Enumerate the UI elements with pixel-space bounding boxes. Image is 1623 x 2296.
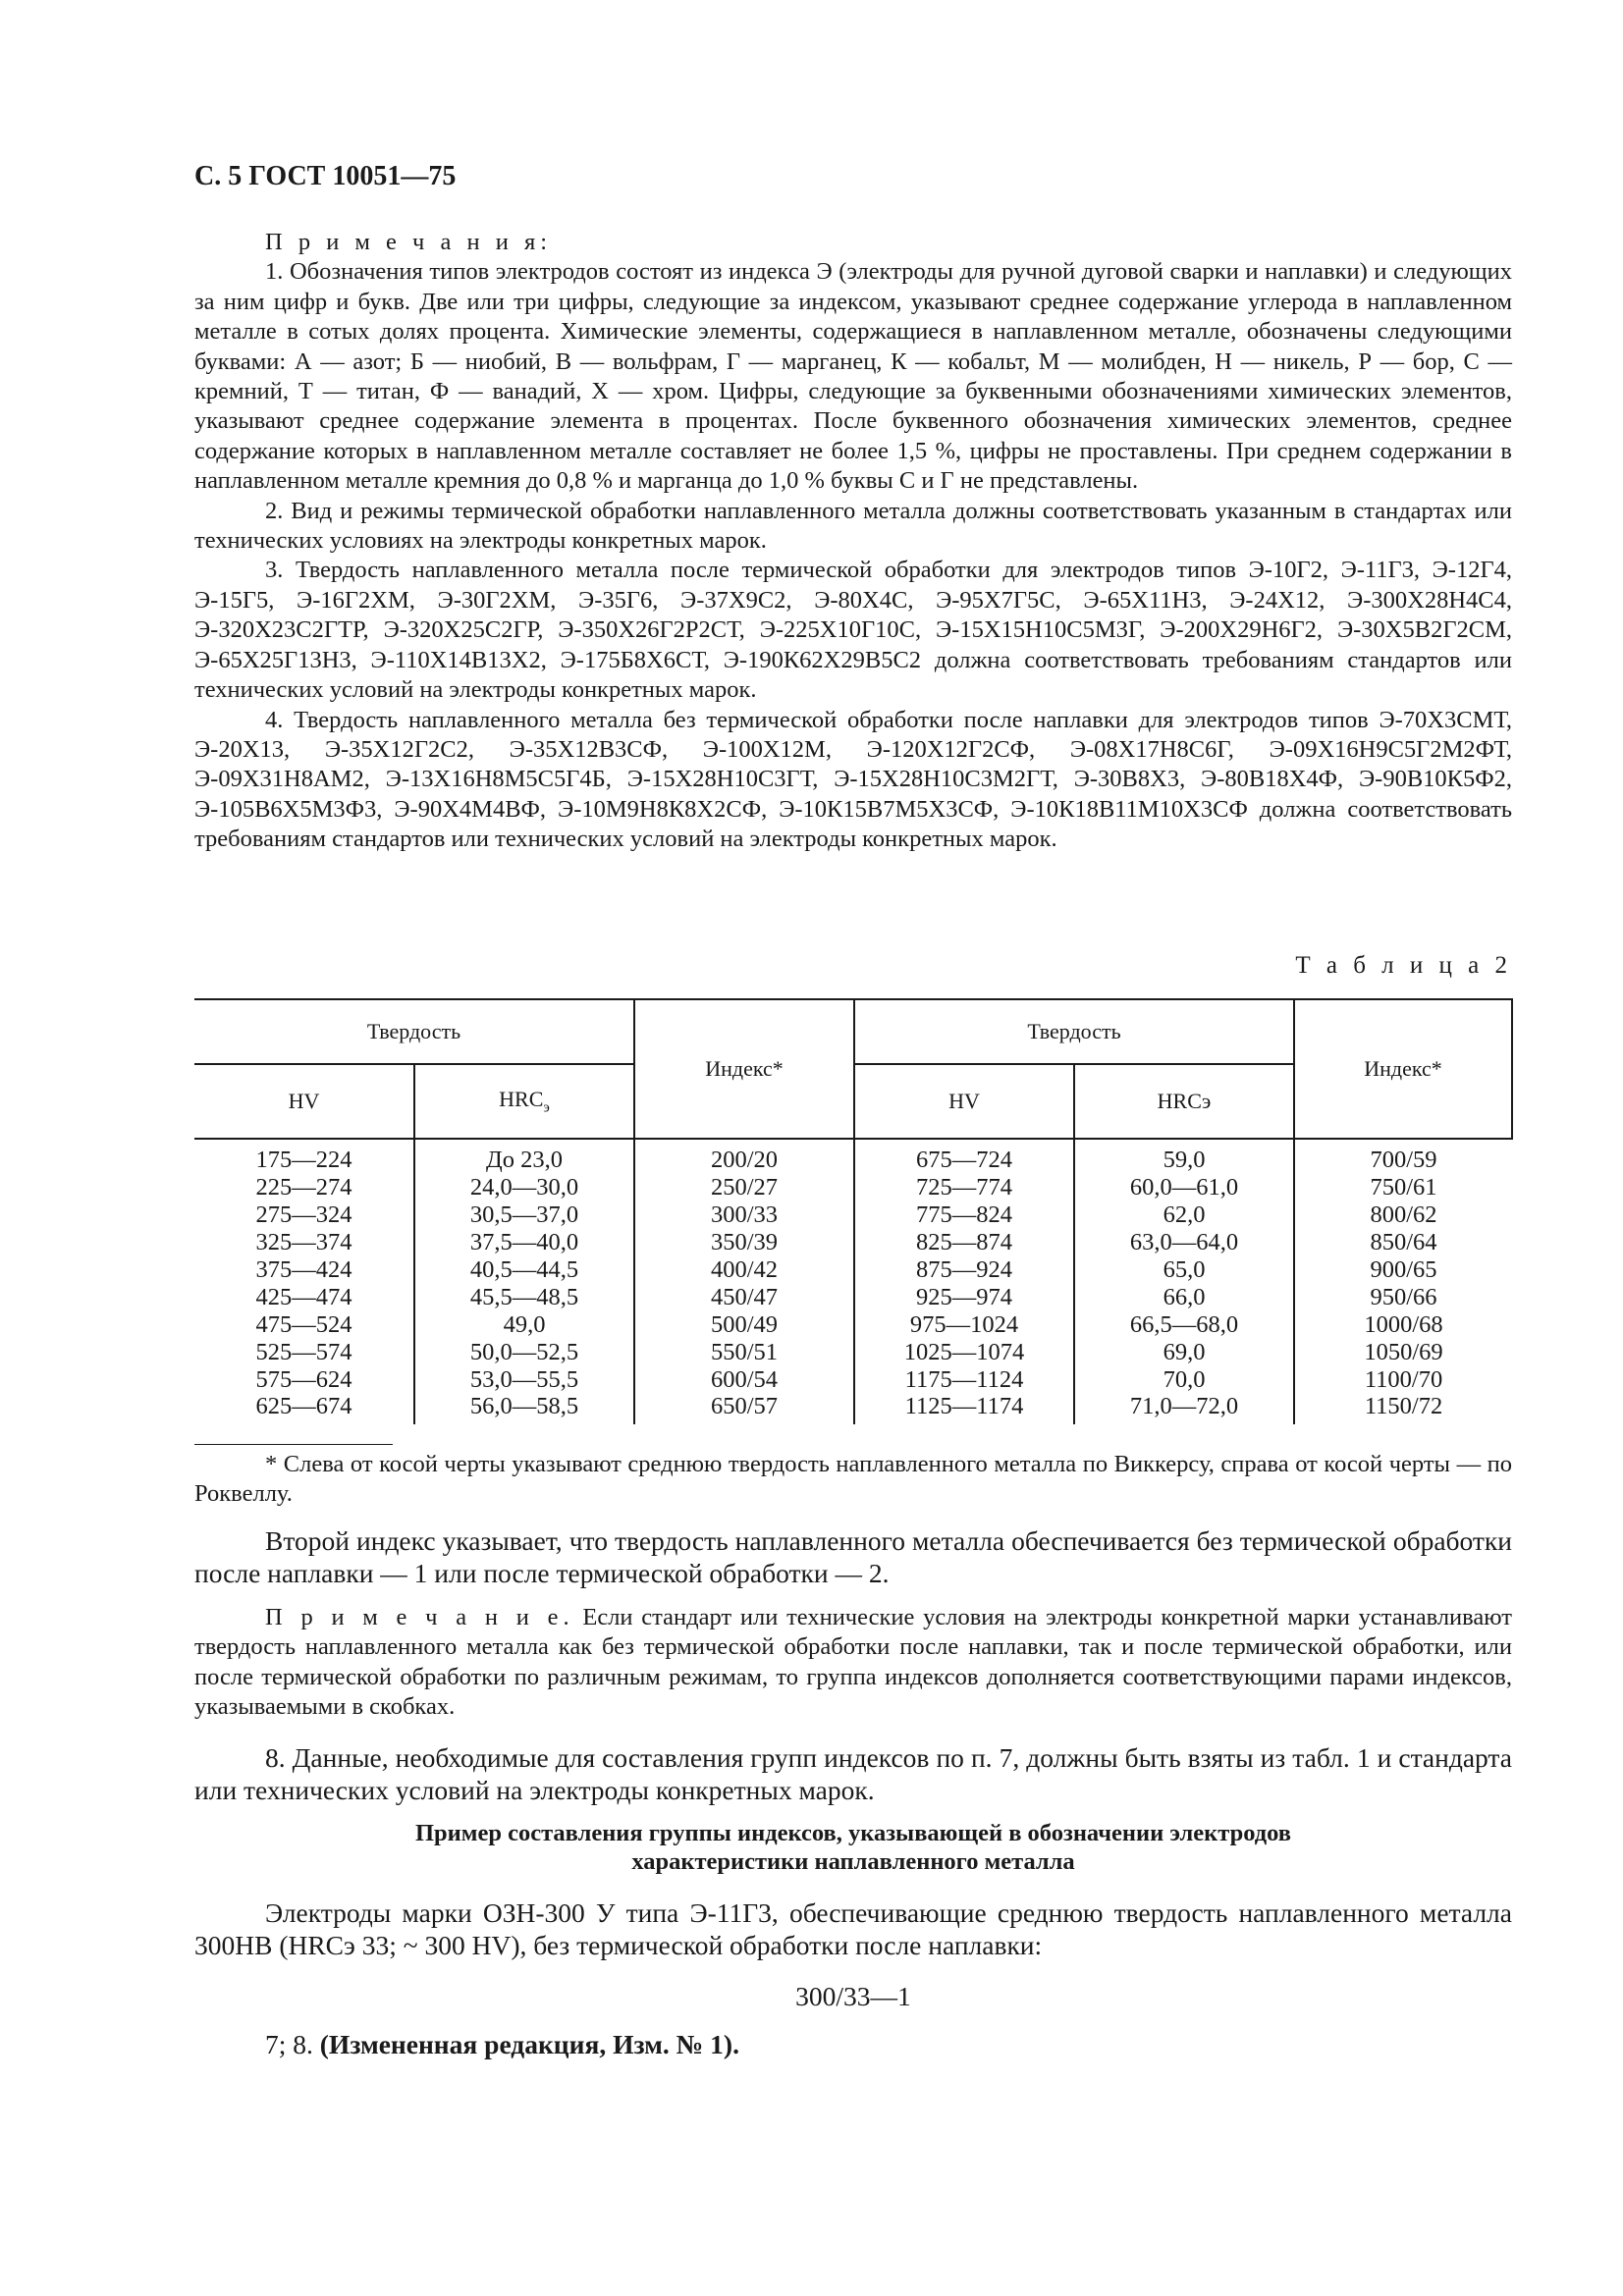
cell-index-right: 750/61 [1294, 1173, 1512, 1201]
item-8-paragraph [194, 1741, 1512, 1806]
hardness-group-header-left: Твердость [194, 999, 634, 1064]
cell-hv-right: 775—824 [854, 1201, 1074, 1228]
cell-hv-left: 625—674 [255, 1393, 352, 1419]
footnote-rule [194, 1444, 393, 1445]
cell-hv-left: 275—324 [255, 1201, 352, 1228]
cell-index-left: 200/20 [634, 1146, 854, 1173]
second-index-paragraph [194, 1524, 1512, 1589]
cell-hrc-right: 59,0 [1074, 1146, 1294, 1173]
example-heading-line-2: характеристики наплавленного металла [631, 1848, 1075, 1875]
cell-hrc-left: 50,0—52,5 [414, 1338, 634, 1365]
cell-hv-right: 975—1024 [854, 1310, 1074, 1338]
cell-index-right: 1000/68 [1294, 1310, 1512, 1338]
table-row [194, 1255, 1512, 1283]
note-1: 1. Обозначения типов электродов состоят из индекса Э (электроды для ручной дуговой сварки и наплавки) и следующих за ним цифр и букв. Две или три цифры, следующие за индексом, указывают среднее содержание углерода в наплавленном металле в сотых долях процента. Химические элементы, содержащиеся в наплавленном металле, обозначены следующими буквами: А — азот; Б — ниобий, В — вольфрам, Г — марганец, К — кобальт, М — молибден, Н — никель, Р — бор, С — кремний, Т — титан, Ф — ванадий, Х — хром. Цифры, следующие за буквенными обозначениями химических элементов, указывают среднее содержание элемента в процентах. После буквенного обозначения химических элементов, среднее содержание которых в наплавленном металле составляет не более 1,5 %, цифры не проставлены. При среднем содержании в наплавленном металле кремния до 0,8 % и марганца до 1,0 % буквы С и Г не представлены. [194, 258, 1512, 495]
hrc-header-left: $HRC_э$ [414, 1064, 634, 1139]
revision-line [194, 2028, 1512, 2060]
cell-hrc-right: 60,0—61,0 [1074, 1173, 1294, 1201]
note-4: 4. Твердость наплавленного металла без термической обработки после наплавки для электродов типов Э-70Х3СМТ, Э-20Х13, Э-35Х12Г2С2, Э-35Х12В3СФ, Э-100Х12М, Э-120Х12Г2СФ, Э-08Х17Н8С6Г, Э-09Х16Н9С5Г2М2ФТ, Э-09Х31Н8АМ2, Э-13Х16Н8М5С5Г4Б, Э-15Х28Н10С3ГТ, Э-15Х28Н10С3М2ГТ, Э-30В8Х3, Э-80В18Х4Ф, Э-90В10К5Ф2, Э-105В6Х5М3Ф3, Э-90Х4М4ВФ, Э-10М9Н8К8Х2СФ, Э-10К15В7М5Х3СФ, Э-10К18В11М10Х3СФ должна соответствовать требованиям стандартов или технических условий на электроды конкретных марок. [194, 706, 1512, 853]
cell-index-right: 950/66 [1294, 1283, 1512, 1310]
hardness-table [194, 998, 1513, 1424]
table-row [194, 1393, 1512, 1424]
cell-hrc-left: 30,5—37,0 [414, 1201, 634, 1228]
cell-hv-right: 675—724 [854, 1146, 1074, 1173]
cell-hv-left: 575—624 [255, 1365, 352, 1393]
cell-index-left: 350/39 [634, 1228, 854, 1255]
footnote-text: * Слева от косой черты указывают среднюю твердость наплавленного металла по Виккерсу, справа от косой черты — по Роквеллу. [194, 1451, 1512, 1508]
cell-index-left: 450/47 [634, 1283, 854, 1310]
item-8-text: 8. Данные, необходимые для составления групп индексов по п. 7, должны быть взяты из табл. 1 и стандарта или технических условий на электроды конкретных марок. [194, 1742, 1512, 1805]
example-text: Электроды марки ОЗН-300 У типа Э-11Г3, обеспечивающие среднюю твердость наплавленного металла 300НВ (HRCэ 33; ~ 300 HV), без термической обработки после наплавки: [194, 1897, 1512, 1960]
cell-index-right: 900/65 [1294, 1255, 1512, 1283]
cell-hrc-right: 66,0 [1074, 1283, 1294, 1310]
second-index-text: Второй индекс указывает, что твердость наплавленного металла обеспечивается без термической обработки после наплавки — 1 или после термической обработки — 2. [194, 1525, 1512, 1588]
cell-hrc-left: 24,0—30,0 [414, 1173, 634, 1201]
cell-index-right: 1150/72 [1294, 1393, 1512, 1424]
note-label: П р и м е ч а н и е. [265, 1604, 574, 1630]
cell-hv-right: 1125—1174 [854, 1393, 1074, 1424]
cell-hrc-left: До 23,0 [414, 1146, 634, 1173]
cell-index-right: 800/62 [1294, 1201, 1512, 1228]
cell-hv-right: 1025—1074 [854, 1338, 1074, 1365]
cell-hrc-left: 49,0 [414, 1310, 634, 1338]
cell-hrc-right: 71,0—72,0 [1074, 1393, 1294, 1424]
cell-hv-left: 475—524 [255, 1310, 352, 1338]
hardness-group-header-right: Твердость [854, 999, 1294, 1064]
cell-index-right: 1050/69 [1294, 1338, 1512, 1365]
hv-header-right: HV [854, 1064, 1074, 1139]
hv-header-left: HV [194, 1064, 414, 1139]
revision-text: (Измененная редакция, Изм. № 1). [319, 2029, 739, 2059]
cell-hv-right: 875—924 [854, 1255, 1074, 1283]
index-header-left: Индекс* [634, 999, 854, 1139]
table-caption: Т а б л и ц а 2 [1295, 952, 1512, 979]
cell-hv-left: 325—374 [255, 1228, 352, 1255]
example-formula: 300/33—1 [795, 1981, 911, 2011]
example-heading [194, 1819, 1512, 1876]
cell-hrc-left: 40,5—44,5 [414, 1255, 634, 1283]
table-row [194, 1283, 1512, 1310]
cell-hrc-left: 56,0—58,5 [414, 1393, 634, 1424]
cell-index-left: 500/49 [634, 1310, 854, 1338]
cell-hrc-left: 37,5—40,0 [414, 1228, 634, 1255]
note-3: 3. Твердость наплавленного металла после термической обработки для электродов типов Э-10Г2, Э-11Г3, Э-12Г4, Э-15Г5, Э-16Г2ХМ, Э-30Г2ХМ, Э-35Г6, Э-37Х9С2, Э-80Х4С, Э-95Х7Г5С, Э-65Х11Н3, Э-24Х12, Э-300Х28Н4С4, Э-320Х23С2ГТР, Э-320Х25С2ГР, Э-350Х26Г2Р2СТ, Э-225Х10Г10С, Э-15Х15Н10С5М3Г, Э-200Х29Н6Г2, Э-30Х5В2Г2СМ, Э-65Х25Г13Н3, Э-110Х14В13Х2, Э-175Б8Х6СТ, Э-190К62Х29В5С2 должна соответствовать требованиям стандартов или технических условий на электроды конкретных марок. [194, 557, 1512, 704]
cell-hrc-right: 63,0—64,0 [1074, 1228, 1294, 1255]
table-row [194, 1310, 1512, 1338]
cell-index-right: 700/59 [1294, 1146, 1512, 1173]
cell-hrc-right: 65,0 [1074, 1255, 1294, 1283]
cell-hv-left: 375—424 [255, 1255, 352, 1283]
notes-title: П р и м е ч а н и я: [265, 229, 553, 255]
revision-prefix: 7; 8. [265, 2029, 320, 2059]
note-2: 2. Вид и режимы термической обработки наплавленного металла должны соответствовать указанным в стандартах или технических условиях на электроды конкретных марок. [194, 497, 1512, 555]
cell-index-left: 550/51 [634, 1338, 854, 1365]
cell-index-right: 1100/70 [1294, 1365, 1512, 1393]
cell-hrc-right: 70,0 [1074, 1365, 1294, 1393]
page-header: С. 5 ГОСТ 10051—75 [194, 161, 457, 191]
cell-hv-right: 1175—1124 [854, 1365, 1074, 1393]
table-row [194, 1228, 1512, 1255]
table-row [194, 1173, 1512, 1201]
cell-index-left: 600/54 [634, 1365, 854, 1393]
cell-hv-left: 175—224 [255, 1146, 352, 1173]
cell-hrc-right: 62,0 [1074, 1201, 1294, 1228]
cell-hv-left: 225—274 [255, 1173, 352, 1201]
example-paragraph [194, 1896, 1512, 1961]
cell-hv-right: 825—874 [854, 1228, 1074, 1255]
note-block [194, 1603, 1512, 1723]
cell-hv-left: 525—574 [255, 1338, 352, 1365]
note-body: Если стандарт или технические условия на электроды конкретной марки устанавливают твердость наплавленного металла как без термической обработки после наплавки, так и после термической обработки, или после термической обработки по различным режимам, то группа индексов дополняется соответствующими парами индексов, указываемыми в скобках. [194, 1604, 1512, 1721]
example-heading-line-1: Пример составления группы индексов, указывающей в обозначении электродов [414, 1820, 1292, 1846]
footnote [194, 1450, 1512, 1510]
table-row [194, 1146, 1512, 1173]
cell-hrc-left: 53,0—55,5 [414, 1365, 634, 1393]
revision-paragraph [194, 2028, 1512, 2060]
table-row [194, 1365, 1512, 1393]
table-row [194, 1338, 1512, 1365]
cell-index-left: 300/33 [634, 1201, 854, 1228]
example-formula-block [194, 1980, 1512, 2012]
cell-hv-right: 725—774 [854, 1173, 1074, 1201]
notes-section [194, 228, 1512, 855]
cell-hv-right: 925—974 [854, 1283, 1074, 1310]
table-row [194, 1201, 1512, 1228]
cell-hv-left: 425—474 [255, 1283, 352, 1310]
cell-hrc-right: 66,5—68,0 [1074, 1310, 1294, 1338]
cell-index-left: 400/42 [634, 1255, 854, 1283]
cell-index-left: 250/27 [634, 1173, 854, 1201]
cell-index-right: 850/64 [1294, 1228, 1512, 1255]
cell-index-left: 650/57 [634, 1393, 854, 1424]
cell-hrc-left: 45,5—48,5 [414, 1283, 634, 1310]
note-paragraph [194, 1603, 1512, 1723]
hrc-header-right: HRCэ [1074, 1064, 1294, 1139]
index-header-right: Индекс* [1294, 999, 1512, 1139]
cell-hrc-right: 69,0 [1074, 1338, 1294, 1365]
